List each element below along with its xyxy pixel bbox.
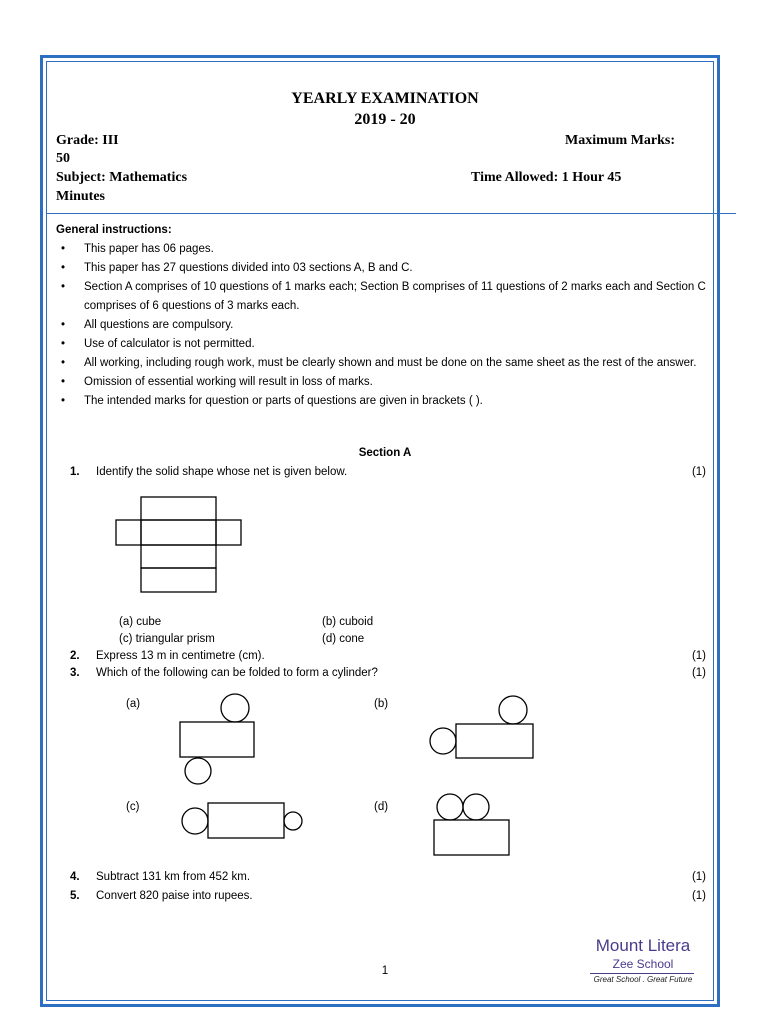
school-logo-sub: Zee School [612, 957, 674, 971]
net-face [141, 497, 216, 520]
question-4 [70, 871, 710, 887]
q1-option-c: (c) triangular prism [119, 633, 215, 645]
instruction-item: • Section A comprises of 10 questions of 1 marks each; Section B comprises of 11 questions of 2 marks each and Section C comprises of 6 questions of 3 marks each. [56, 278, 706, 316]
time-allowed-label: Time Allowed: 1 Hour 45 [471, 170, 622, 185]
question-text: Which of the following can be folded to form a cylinder? [96, 667, 378, 679]
question-marks: (1) [691, 890, 706, 902]
q3-label-c: (c) [126, 801, 140, 813]
section-a-title: Section A [358, 447, 412, 459]
instruction-item: • Omission of essential working will result in loss of marks. [56, 373, 706, 392]
question-text: Identify the solid shape whose net is given below. [96, 466, 348, 478]
instructions-list [56, 240, 706, 411]
q1-option-d: (d) cone [322, 633, 365, 645]
question-marks: (1) [691, 466, 706, 478]
q3-figure-a [170, 688, 270, 788]
question-2 [70, 650, 710, 666]
question-text: Convert 820 paise into rupees. [96, 890, 253, 902]
question-number: 5. [70, 890, 80, 902]
school-logo-name: Mount Litera [595, 936, 691, 955]
question-5 [70, 890, 710, 906]
instruction-item: • This paper has 06 pages. [56, 240, 706, 259]
instruction-item: • This paper has 27 questions divided into 03 sections A, B and C. [56, 259, 706, 278]
logo-divider [590, 973, 694, 974]
question-number: 2. [70, 650, 80, 662]
q1-cuboid-net-figure [110, 492, 250, 602]
grade-label: Grade: III [56, 133, 119, 148]
q3-figure-d [430, 790, 520, 860]
question-marks: (1) [691, 871, 706, 883]
q3-figure-c [178, 795, 308, 845]
q1-option-b: (b) cuboid [322, 616, 374, 628]
school-logo-tagline: Great School . Great Future [593, 975, 693, 984]
question-3 [70, 667, 710, 683]
exam-title: YEARLY EXAMINATION [291, 90, 479, 107]
question-number: 1. [70, 466, 80, 478]
subject-label: Subject: Mathematics [56, 170, 188, 185]
net-face [116, 520, 141, 545]
q3-label-b: (b) [374, 698, 389, 710]
question-1 [70, 466, 710, 482]
instruction-item: • Use of calculator is not permitted. [56, 335, 706, 354]
question-number: 4. [70, 871, 80, 883]
q3-figure-b [425, 690, 545, 770]
max-marks-value: 50 [56, 151, 70, 166]
net-face [141, 568, 216, 592]
question-number: 3. [70, 667, 80, 679]
question-text: Subtract 131 km from 452 km. [96, 871, 251, 883]
q1-option-a: (a) cube [119, 616, 162, 628]
question-marks: (1) [691, 667, 706, 679]
question-text: Express 13 m in centimetre (cm). [96, 650, 265, 662]
net-face [141, 545, 216, 568]
instruction-item: • The intended marks for question or parts of questions are given in brackets ( ). [56, 392, 706, 411]
page-number: 1 [381, 965, 389, 977]
q3-label-a: (a) [126, 698, 141, 710]
instruction-item: • All questions are compulsory. [56, 316, 706, 335]
header-divider [46, 213, 736, 214]
max-marks-label: Maximum Marks: [565, 133, 676, 148]
net-face [216, 520, 241, 545]
exam-year: 2019 - 20 [354, 111, 416, 128]
instruction-item: • All working, including rough work, must be clearly shown and must be done on the same sheet as the rest of the answer. [56, 354, 706, 373]
time-allowed-cont: Minutes [56, 189, 105, 204]
instructions-heading: General instructions: [56, 224, 172, 236]
q3-label-d: (d) [374, 801, 389, 813]
question-marks: (1) [691, 650, 706, 662]
net-face [141, 520, 216, 545]
